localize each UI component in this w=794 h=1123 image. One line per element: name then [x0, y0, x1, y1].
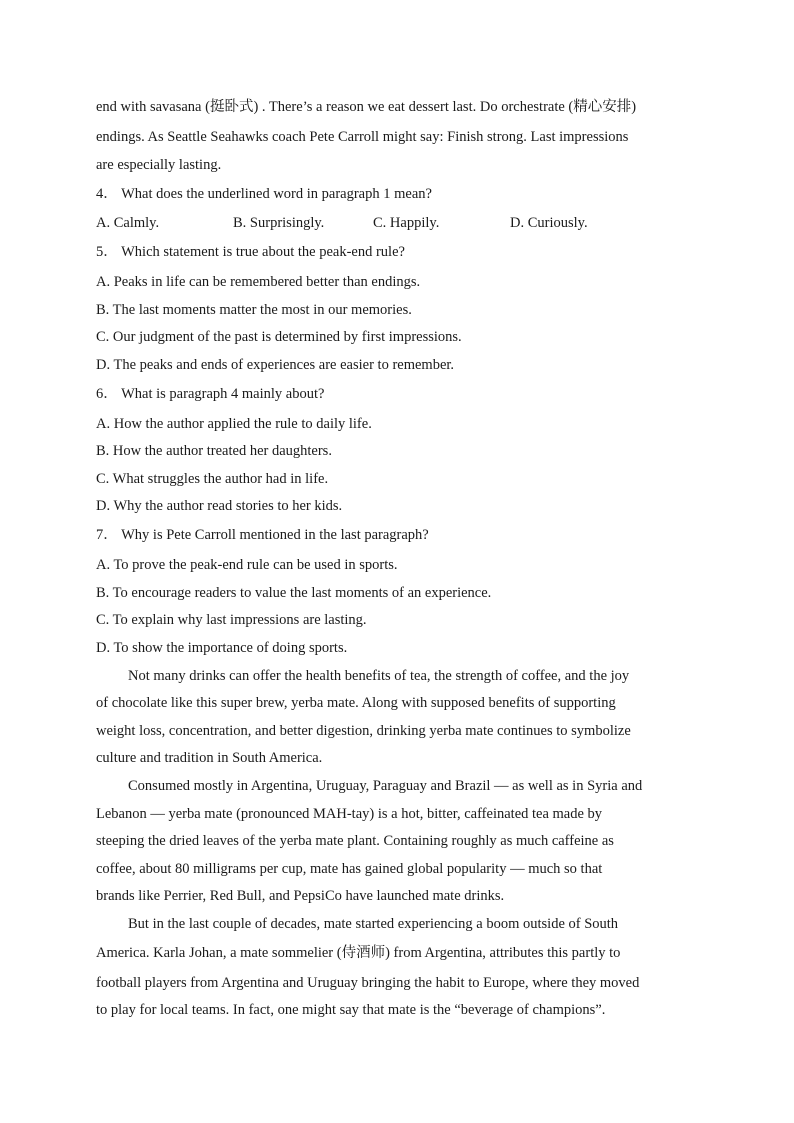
passage-line: are especially lasting. — [96, 157, 222, 173]
passage-line: of chocolate like this super brew, yerba mate. Along with supposed benefits of supporting — [96, 695, 616, 711]
option-a: A. To prove the peak-end rule can be used in sports. — [96, 557, 398, 573]
passage-line: Lebanon — yerba mate (pronounced MAH-tay) is a hot, bitter, caffeinated tea made by — [96, 806, 603, 822]
passage-line: America. Karla Johan, a mate sommelier (侍酒师) from Argentina, attributes this partly to — [96, 945, 621, 961]
option-b: B. To encourage readers to value the last moments of an experience. — [96, 585, 492, 601]
option-b: B. Surprisingly. — [233, 215, 325, 231]
passage-line: coffee, about 80 milligrams per cup, mate has gained global popularity — much so that — [96, 861, 603, 877]
option-c: C. What struggles the author had in life. — [96, 471, 329, 487]
passage-line: Consumed mostly in Argentina, Uruguay, Paraguay and Brazil — as well as in Syria and — [128, 778, 643, 794]
option-d: D. Curiously. — [510, 215, 588, 231]
passage-line: steeping the dried leaves of the yerba mate plant. Containing roughly as much caffeine as — [96, 833, 614, 849]
option-c: C. Our judgment of the past is determined by first impressions. — [96, 329, 462, 345]
passage-line: Not many drinks can offer the health benefits of tea, the strength of coffee, and the joy — [128, 668, 630, 684]
passage-line: culture and tradition in South America. — [96, 750, 323, 766]
passage-line: endings. As Seattle Seahawks coach Pete Carroll might say: Finish strong. Last impressions — [96, 129, 629, 145]
option-c: C. Happily. — [373, 215, 440, 231]
option-b: B. The last moments matter the most in our memories. — [96, 302, 412, 318]
option-b: B. How the author treated her daughters. — [96, 443, 332, 459]
question-options-row — [96, 213, 716, 233]
option-a: A. How the author applied the rule to daily life. — [96, 416, 372, 432]
question-stem: 4． What does the underlined word in paragraph 1 mean? — [96, 186, 432, 202]
passage-line: brands like Perrier, Red Bull, and PepsiCo have launched mate drinks. — [96, 888, 505, 904]
question-stem: 7． Why is Pete Carroll mentioned in the last paragraph? — [96, 527, 429, 543]
option-a: A. Peaks in life can be remembered better than endings. — [96, 274, 421, 290]
option-c: C. To explain why last impressions are lasting. — [96, 612, 367, 628]
option-d: D. Why the author read stories to her kids. — [96, 498, 343, 514]
passage-line: weight loss, concentration, and better digestion, drinking yerba mate continues to symbolize — [96, 723, 631, 739]
passage-line: But in the last couple of decades, mate started experiencing a boom outside of South — [128, 916, 619, 932]
option-d: D. The peaks and ends of experiences are easier to remember. — [96, 357, 455, 373]
question-stem: 5． Which statement is true about the peak-end rule? — [96, 244, 405, 260]
question-stem: 6． What is paragraph 4 mainly about? — [96, 386, 325, 402]
passage-line: football players from Argentina and Uruguay bringing the habit to Europe, where they moved — [96, 975, 640, 991]
passage-line: end with savasana (挺卧式) . There’s a reason we eat dessert last. Do orchestrate (精心安排) — [96, 99, 637, 115]
option-a: A. Calmly. — [96, 215, 160, 231]
passage-line: to play for local teams. In fact, one might say that mate is the “beverage of champions”. — [96, 1002, 606, 1018]
option-d: D. To show the importance of doing sports. — [96, 640, 348, 656]
